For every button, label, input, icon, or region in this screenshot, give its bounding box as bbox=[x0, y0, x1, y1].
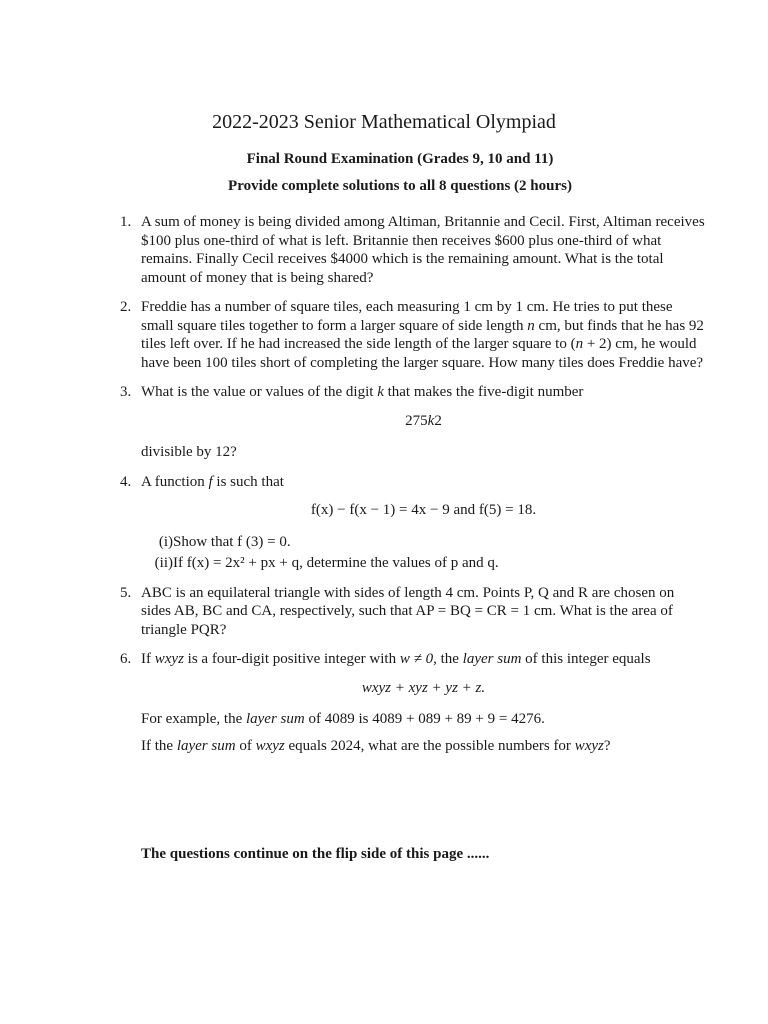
exam-subtitle: Final Round Examination (Grades 9, 10 and 11) bbox=[246, 151, 554, 167]
sub-question-i bbox=[141, 533, 706, 552]
question-number: 6. bbox=[120, 651, 132, 667]
question-1 bbox=[0, 213, 768, 287]
question-text: , the bbox=[433, 651, 463, 667]
sub-question-text: If f(x) = 2x² + px + q, determine the values of p and q. bbox=[173, 555, 499, 571]
continue-note: The questions continue on the flip side of this page ...... bbox=[141, 846, 490, 862]
sub-question-list bbox=[141, 533, 706, 573]
question-2 bbox=[0, 298, 768, 372]
question-text: A function bbox=[141, 473, 209, 490]
question-text: of 4089 is 4089 + 089 + 89 + 9 = 4276. bbox=[304, 711, 545, 727]
term-emphasis: layer sum bbox=[462, 651, 522, 667]
display-equation bbox=[0, 412, 706, 431]
question-text: of this integer equals bbox=[521, 651, 651, 667]
math-variable: wxyz bbox=[255, 737, 285, 754]
question-text: ABC is an equilateral triangle with sides of length 4 cm. Points P, Q and R are chosen on sides AB, BC and CA, respectively, such that AP = BQ = CR = 1 cm. What is the area of triangle PQR? bbox=[141, 584, 675, 638]
term-emphasis: layer sum bbox=[176, 737, 236, 754]
question-text: cm, but finds that he has 92 tiles left over. If he had increased the side length of the larger square to ( bbox=[141, 317, 704, 352]
ask-paragraph bbox=[141, 737, 706, 756]
sub-question-number: (i) bbox=[158, 533, 173, 550]
question-text: is a four-digit positive integer with bbox=[183, 651, 400, 667]
question-number: 4. bbox=[120, 473, 132, 490]
exam-instructions: Provide complete solutions to all 8 questions (2 hours) bbox=[228, 178, 572, 194]
question-text: + 2) cm, he would have been 100 tiles short of completing the larger square. How many tiles does Freddie have? bbox=[141, 336, 704, 371]
question-6 bbox=[0, 650, 768, 755]
question-number: 3. bbox=[120, 384, 132, 400]
math-variable: wxyz bbox=[574, 737, 604, 754]
math-variable: f bbox=[208, 473, 213, 490]
question-text: For example, the bbox=[141, 711, 246, 727]
question-text: Freddie has a number of square tiles, each measuring 1 cm by 1 cm. He tries to put these small square tiles together to form a larger square of side length bbox=[141, 299, 673, 334]
question-list bbox=[0, 213, 768, 766]
display-equation: f(x) − f(x − 1) = 4x − 9 and f(5) = 18. bbox=[310, 502, 537, 518]
example-paragraph bbox=[141, 710, 706, 729]
display-number-part: 2 bbox=[434, 412, 442, 429]
question-text: ? bbox=[603, 737, 611, 754]
question-text: A sum of money is being divided among Altiman, Britannie and Cecil. First, Altiman receives $100 plus one-third of what is left. Britannie then receives $600 plus one-third of what remains. Finally Cecil receives $4000 which is the remaining amount. What is the total amount of money that is being shared? bbox=[141, 214, 705, 286]
sub-question-text: Show that f (3) = 0. bbox=[173, 533, 291, 550]
math-variable: n bbox=[527, 317, 535, 334]
question-number: 1. bbox=[120, 214, 132, 230]
question-text: is such that bbox=[212, 473, 284, 490]
question-text: divisible by 12? bbox=[141, 444, 237, 460]
question-text: that makes the five-digit number bbox=[383, 384, 584, 400]
question-4 bbox=[0, 473, 768, 573]
question-text: If the bbox=[141, 737, 177, 754]
question-number: 2. bbox=[120, 299, 132, 315]
sub-question-ii bbox=[141, 554, 706, 573]
math-variable: n bbox=[575, 336, 584, 352]
math-variable: k bbox=[377, 384, 384, 400]
question-text: of bbox=[235, 737, 256, 754]
question-text: If bbox=[141, 651, 155, 667]
math-condition: w ≠ 0 bbox=[399, 651, 434, 667]
question-text: What is the value or values of the digit bbox=[141, 384, 378, 400]
display-equation: wxyz + xyz + yz + z. bbox=[361, 679, 486, 696]
math-variable: wxyz bbox=[154, 651, 184, 667]
sub-question-number: (ii) bbox=[154, 555, 173, 571]
math-variable: k bbox=[427, 412, 435, 429]
question-3 bbox=[0, 383, 768, 462]
page-title: 2022-2023 Senior Mathematical Olympiad bbox=[212, 111, 556, 133]
term-emphasis: layer sum bbox=[245, 711, 305, 727]
display-number-part: 275 bbox=[405, 412, 428, 429]
question-number: 5. bbox=[120, 584, 132, 601]
question-text: equals 2024, what are the possible numbers for bbox=[284, 737, 575, 754]
question-5 bbox=[0, 584, 768, 640]
